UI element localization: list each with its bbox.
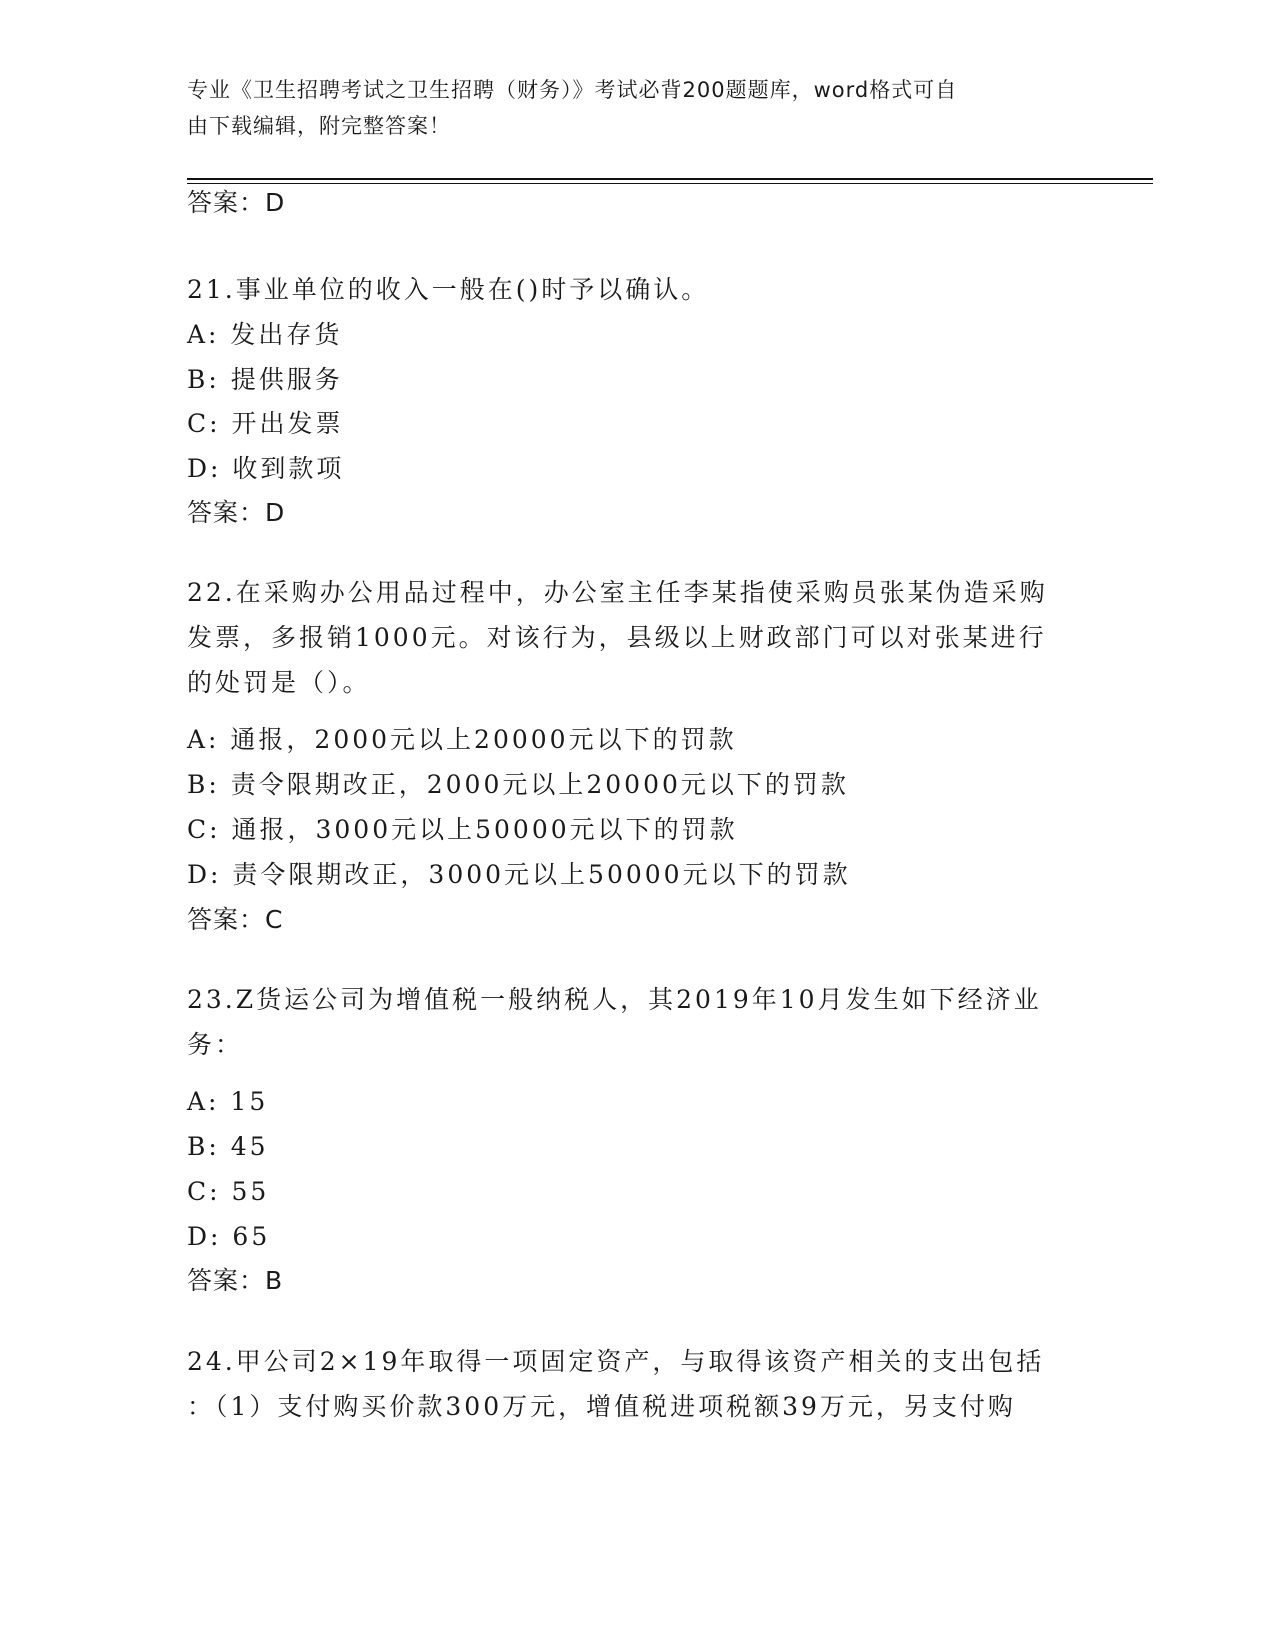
header-line-1: 专业《卫生招聘考试之卫生招聘（财务）》考试必背200题题库，word格式可自 <box>187 78 958 102</box>
question-21-answer: 答案：D <box>187 498 286 527</box>
header-rule <box>187 178 1153 184</box>
question-22-option-d: D: 责令限期改正，3000元以上50000元以下的罚款 <box>187 860 851 889</box>
question-21-option-c: C: 开出发票 <box>187 409 344 438</box>
question-22-option-c: C: 通报，3000元以上50000元以下的罚款 <box>187 815 738 844</box>
question-21-option-b: B: 提供服务 <box>187 365 343 394</box>
question-21-option-d: D: 收到款项 <box>187 454 345 483</box>
question-24-stem: 24.甲公司2×19年取得一项固定资产，与取得该资产相关的支出包括 ：（1）支付购买价款300万元，增值税进项税额39万元，另支付购 <box>187 1347 1045 1421</box>
question-23-option-a: A: 15 <box>187 1087 269 1116</box>
question-22-stem: 22.在采购办公用品过程中，办公室主任李某指使采购员张某伪造采购 发票，多报销1000元。对该行为，县级以上财政部门可以对张某进行 的处罚是（）。 <box>187 578 1048 697</box>
question-23-option-b: B: 45 <box>187 1132 269 1161</box>
header-line-2: 由下载编辑，附完整答案！ <box>187 114 451 138</box>
question-21-stem: 21.事业单位的收入一般在()时予以确认。 <box>187 275 710 304</box>
question-21-option-a: A: 发出存货 <box>187 320 343 349</box>
question-22-option-a: A: 通报，2000元以上20000元以下的罚款 <box>187 725 737 754</box>
question-23-option-c: C: 55 <box>187 1177 270 1206</box>
question-23-answer: 答案：B <box>187 1266 284 1295</box>
answer-previous: 答案：D <box>187 188 286 217</box>
question-22-option-b: B: 责令限期改正，2000元以上20000元以下的罚款 <box>187 770 849 799</box>
question-23-stem: 23.Z货运公司为增值税一般纳税人，其2019年10月发生如下经济业 务： <box>187 985 1042 1059</box>
page-header <box>187 72 1087 144</box>
question-22-answer: 答案：C <box>187 905 284 934</box>
question-23-option-d: D: 65 <box>187 1222 271 1251</box>
